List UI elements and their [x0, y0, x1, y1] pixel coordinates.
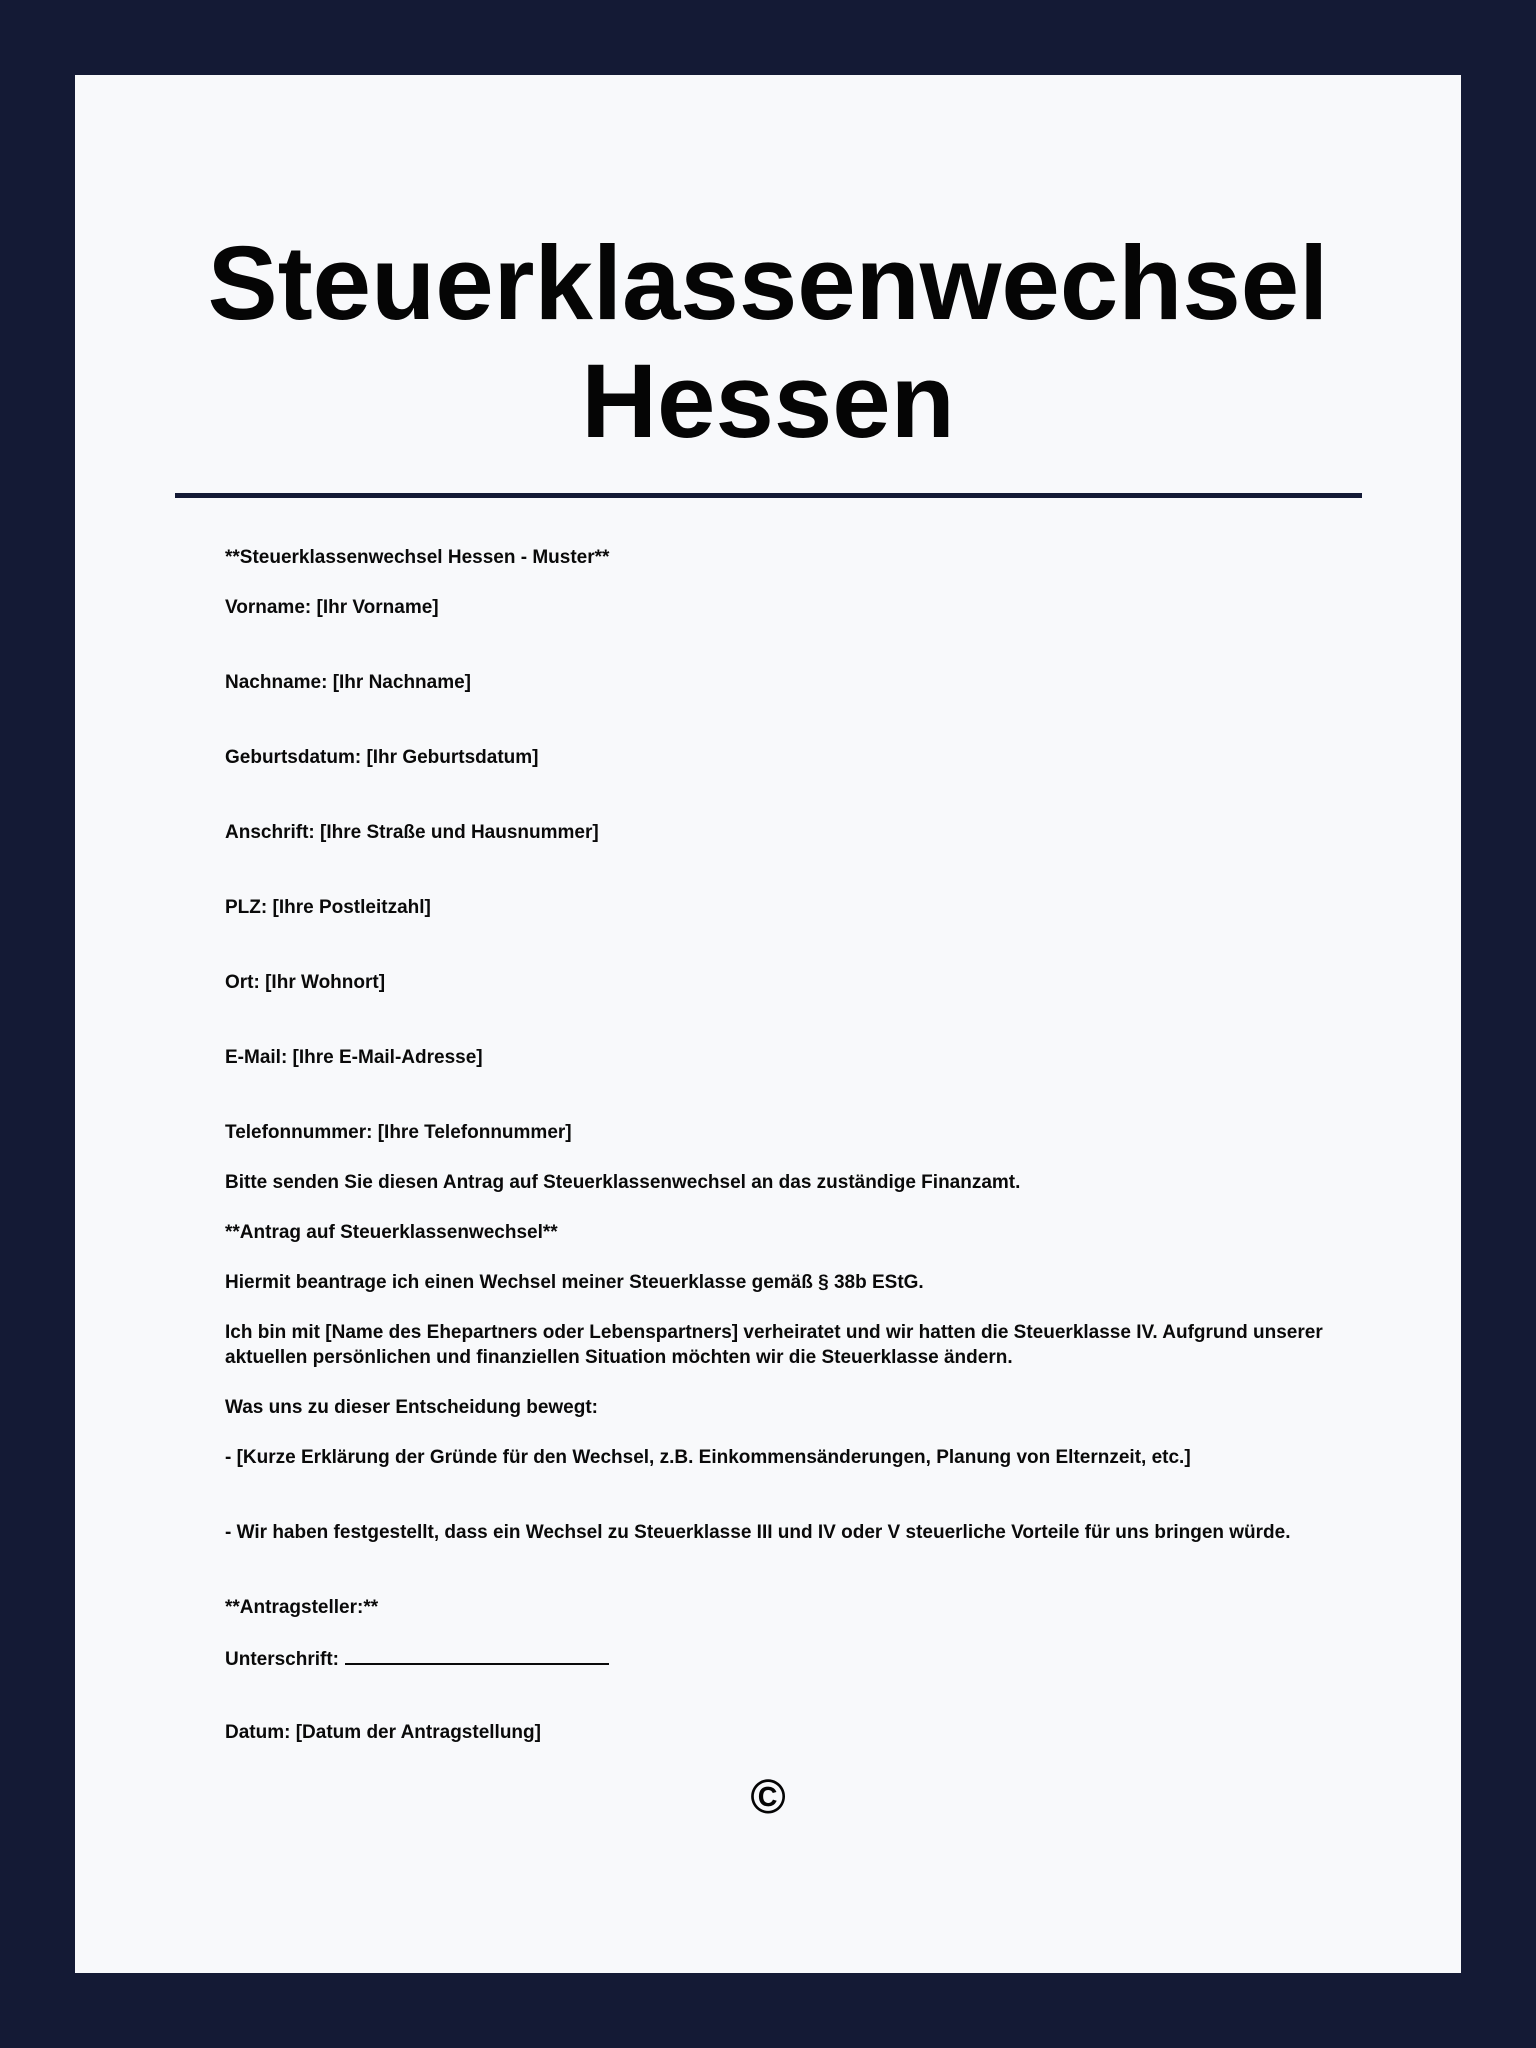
reason-item-2: - Wir haben festgestellt, dass ein Wechsel zu Steuerklasse III und IV oder V steuerliche Vorteile für uns bringen würde. [225, 1522, 1291, 1543]
field-telefon: Telefonnummer: [Ihre Telefonnummer] [225, 1122, 572, 1143]
title-divider [175, 493, 1362, 498]
field-ort: Ort: [Ihr Wohnort] [225, 972, 386, 993]
field-plz: PLZ: [Ihre Postleitzahl] [225, 897, 431, 918]
document-page [75, 75, 1461, 1973]
signature-label: Unterschrift: [225, 1649, 340, 1670]
instruction-text: Bitte senden Sie diesen Antrag auf Steuerklassenwechsel an das zuständige Finanzamt. [225, 1172, 1021, 1193]
field-anschrift: Anschrift: [Ihre Straße und Hausnummer] [225, 822, 599, 843]
reason-item-1: - [Kurze Erklärung der Gründe für den Wechsel, z.B. Einkommensänderungen, Planung von Elternzeit, etc.] [225, 1447, 1191, 1468]
copyright-symbol: © [750, 1771, 786, 1824]
document-title [75, 225, 1461, 461]
situation-paragraph: Ich bin mit [Name des Ehepartners oder Lebenspartners] verheiratet und wir hatten die Steuerklasse IV. Aufgrund unserer aktuellen persönlichen und finanziellen Situation möchten wir die Steuerklasse ändern. [225, 1322, 1323, 1368]
signature-row [225, 1645, 609, 1672]
field-email: E-Mail: [Ihre E-Mail-Adresse] [225, 1047, 483, 1068]
title-line-2: Hessen [581, 343, 955, 460]
muster-heading: **Steuerklassenwechsel Hessen - Muster** [225, 547, 610, 568]
field-nachname: Nachname: [Ihr Nachname] [225, 672, 472, 693]
title-line-1: Steuerklassenwechsel [207, 225, 1329, 342]
date-line: Datum: [Datum der Antragstellung] [225, 1722, 541, 1743]
antrag-heading: **Antrag auf Steuerklassenwechsel** [225, 1222, 558, 1243]
request-text: Hiermit beantrage ich einen Wechsel meiner Steuerklasse gemäß § 38b EStG. [225, 1272, 924, 1293]
field-vorname: Vorname: [Ihr Vorname] [225, 597, 439, 618]
signature-line [345, 1645, 609, 1665]
reason-intro: Was uns zu dieser Entscheidung bewegt: [225, 1397, 599, 1418]
field-geburtsdatum: Geburtsdatum: [Ihr Geburtsdatum] [225, 747, 539, 768]
applicant-heading: **Antragsteller:** [225, 1597, 379, 1618]
